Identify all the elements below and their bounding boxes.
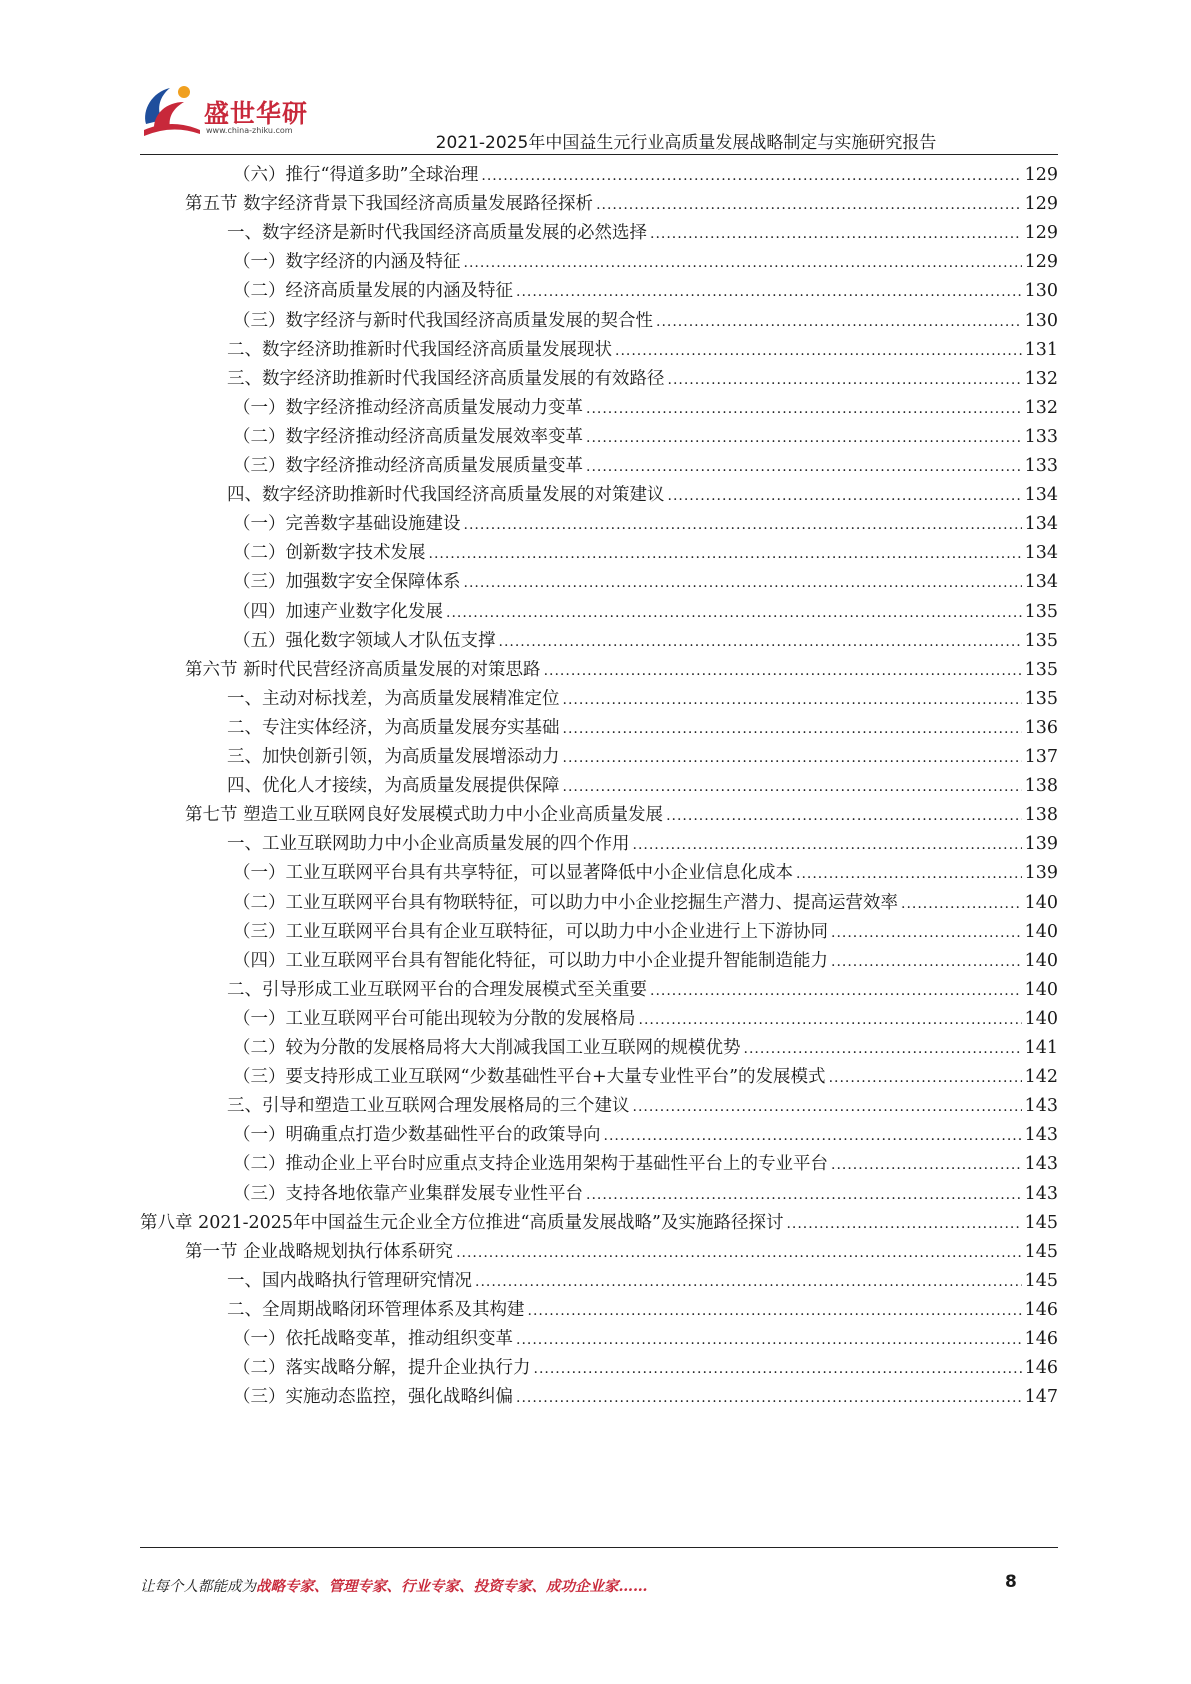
toc-leader-dots — [744, 1034, 1022, 1064]
toc-page-number: 129 — [1024, 194, 1058, 215]
footer-divider — [140, 1547, 1058, 1548]
toc-entry-title: （二）推动企业上平台时应重点支持企业选用架构于基础性平台上的专业平台 — [233, 1154, 828, 1175]
toc-leader-dots — [563, 714, 1022, 744]
toc-entry-title: （二）经济高质量发展的内涵及特征 — [233, 281, 513, 302]
toc-entry-title: 二、专注实体经济，为高质量发展夯实基础 — [227, 717, 560, 738]
toc-page-number: 147 — [1024, 1387, 1058, 1408]
toc-entry[interactable] — [233, 422, 1058, 452]
toc-entry-title: 第五节 数字经济背景下我国经济高质量发展路径探析 — [185, 194, 594, 215]
toc-leader-dots — [786, 1209, 1021, 1239]
slogan-highlight: 战略专家、管理专家、行业专家、投资专家、成功企业家…… — [256, 1578, 648, 1595]
toc-entry[interactable] — [227, 1295, 1058, 1325]
toc-page-number: 140 — [1024, 892, 1058, 913]
toc-entry[interactable] — [233, 1033, 1058, 1063]
toc-entry[interactable] — [233, 509, 1058, 539]
toc-entry-title: （一）工业互联网平台可能出现较为分散的发展格局 — [233, 1008, 636, 1029]
toc-entry[interactable] — [233, 276, 1058, 306]
toc-entry[interactable] — [233, 538, 1058, 568]
toc-entry[interactable] — [233, 597, 1058, 627]
toc-entry[interactable] — [227, 480, 1058, 510]
toc-entry[interactable] — [227, 713, 1058, 743]
toc-leader-dots — [563, 743, 1022, 773]
toc-page-number: 135 — [1024, 630, 1058, 651]
toc-page-number: 134 — [1024, 572, 1058, 593]
toc-entry[interactable] — [227, 975, 1058, 1005]
toc-entry[interactable] — [233, 626, 1058, 656]
toc-entry-title: （三）数字经济推动经济高质量发展质量变革 — [233, 456, 583, 476]
toc-page-number: 140 — [1024, 950, 1058, 971]
toc-leader-dots — [446, 598, 1022, 628]
footer-slogan — [140, 1575, 648, 1596]
toc-entry-title: （三）数字经济与新时代我国经济高质量发展的契合性 — [233, 310, 653, 331]
toc-entry[interactable] — [233, 888, 1058, 918]
toc-page-number: 137 — [1024, 747, 1058, 767]
toc-page-number: 143 — [1024, 1125, 1058, 1146]
toc-page-number: 133 — [1024, 426, 1058, 447]
toc-leader-dots — [464, 248, 1022, 278]
toc-entry-title: 一、主动对标找差，为高质量发展精准定位 — [227, 688, 560, 709]
toc-entry-title: 三、加快创新引领，为高质量发展增添动力 — [227, 747, 560, 767]
toc-page-number: 129 — [1024, 252, 1058, 273]
toc-page-number: 138 — [1024, 805, 1058, 826]
toc-leader-dots — [656, 307, 1022, 337]
toc-entry[interactable] — [233, 1382, 1058, 1412]
toc-leader-dots — [831, 947, 1022, 977]
toc-entry[interactable] — [233, 1062, 1058, 1092]
toc-page-number: 141 — [1024, 1038, 1058, 1058]
toc-entry-title: 第七节 塑造工业互联网良好发展模式助力中小企业高质量发展 — [185, 805, 664, 826]
toc-leader-dots — [563, 772, 1022, 802]
toc-entry[interactable] — [227, 829, 1058, 859]
toc-entry-title: （一）明确重点打造少数基础性平台的政策导向 — [233, 1125, 601, 1146]
toc-page-number: 140 — [1024, 1008, 1058, 1029]
toc-entry-title: （五）强化数字领域人才队伍支撑 — [233, 630, 496, 651]
toc-entry[interactable] — [233, 306, 1058, 336]
toc-entry[interactable] — [185, 1237, 1058, 1267]
toc-entry-title: （三）实施动态监控，强化战略纠偏 — [233, 1387, 513, 1408]
logo-mark-icon — [140, 80, 204, 142]
toc-page-number: 129 — [1024, 165, 1058, 185]
toc-entry[interactable] — [233, 1004, 1058, 1034]
page-header — [0, 0, 1191, 160]
toc-leader-dots — [464, 568, 1022, 598]
toc-entry-title: （一）数字经济推动经济高质量发展动力变革 — [233, 397, 583, 418]
toc-page-number: 143 — [1024, 1154, 1058, 1175]
toc-page-number: 129 — [1024, 223, 1058, 244]
toc-entry-title: 第六节 新时代民营经济高质量发展的对策思路 — [185, 659, 541, 680]
toc-entry[interactable] — [185, 189, 1058, 219]
toc-entry-title: （三）要支持形成工业互联网“少数基础性平台+大量专业性平台”的发展模式 — [233, 1067, 826, 1088]
toc-page-number: 146 — [1024, 1358, 1058, 1379]
toc-entry-title: （二）创新数字技术发展 — [233, 543, 426, 564]
toc-entry-title: （三）支持各地依靠产业集群发展专业性平台 — [233, 1183, 583, 1204]
brand-logo — [140, 80, 330, 150]
toc-entry[interactable] — [233, 858, 1058, 888]
toc-leader-dots — [586, 452, 1022, 482]
toc-entry[interactable] — [140, 1208, 1058, 1238]
toc-page-number: 143 — [1024, 1183, 1058, 1204]
toc-entry-title: 一、工业互联网助力中小企业高质量发展的四个作用 — [227, 834, 630, 855]
toc-leader-dots — [615, 336, 1022, 366]
toc-page-number: 140 — [1024, 979, 1058, 1000]
header-divider — [140, 154, 1058, 155]
toc-entry-title: 三、数字经济助推新时代我国经济高质量发展的有效路径 — [227, 368, 665, 389]
toc-entry-title: 四、数字经济助推新时代我国经济高质量发展的对策建议 — [227, 485, 665, 506]
toc-entry-title: （一）依托战略变革，推动组织变革 — [233, 1329, 513, 1349]
toc-leader-dots — [516, 1325, 1022, 1355]
toc-entry[interactable] — [233, 1149, 1058, 1179]
toc-page-number: 130 — [1024, 281, 1058, 302]
toc-leader-dots — [796, 859, 1022, 889]
toc-entry[interactable] — [233, 946, 1058, 976]
toc-entry[interactable] — [227, 1266, 1058, 1296]
toc-entry-title: 二、引导形成工业互联网平台的合理发展模式至关重要 — [227, 979, 647, 1000]
toc-entry[interactable] — [233, 917, 1058, 947]
toc-page-number: 133 — [1024, 456, 1058, 476]
toc-leader-dots — [668, 481, 1022, 511]
toc-entry[interactable] — [233, 247, 1058, 277]
toc-leader-dots — [481, 161, 1021, 191]
toc-leader-dots — [650, 219, 1022, 249]
toc-leader-dots — [901, 889, 1022, 919]
toc-leader-dots — [639, 1005, 1022, 1035]
toc-entry-title: （三）工业互联网平台具有企业互联特征，可以助力中小企业进行上下游协同 — [233, 921, 828, 942]
toc-page-number: 134 — [1024, 514, 1058, 535]
toc-entry-title: 三、引导和塑造工业互联网合理发展格局的三个建议 — [227, 1096, 630, 1117]
toc-leader-dots — [516, 1383, 1022, 1413]
toc-leader-dots — [586, 394, 1022, 424]
toc-page-number: 135 — [1024, 659, 1058, 680]
page-number: 8 — [1005, 1572, 1017, 1592]
toc-page-number: 139 — [1024, 863, 1058, 884]
toc-entry[interactable] — [233, 567, 1058, 597]
toc-entry-title: 二、全周期战略闭环管理体系及其构建 — [227, 1299, 525, 1320]
toc-entry-title: 第一节 企业战略规划执行体系研究 — [185, 1241, 454, 1262]
toc-entry[interactable] — [227, 684, 1058, 714]
toc-entry[interactable] — [227, 742, 1058, 772]
toc-entry[interactable] — [233, 393, 1058, 423]
document-title: 2021-2025年中国益生元行业高质量发展战略制定与实施研究报告 — [435, 133, 937, 153]
toc-leader-dots — [475, 1267, 1022, 1297]
toc-entry-title: 第八章 2021-2025年中国益生元企业全方位推进“高质量发展战略”及实施路径探讨 — [140, 1212, 784, 1233]
toc-page-number: 143 — [1024, 1096, 1058, 1117]
toc-leader-dots — [650, 976, 1022, 1006]
brand-name: 盛世华研 — [204, 99, 309, 128]
toc-leader-dots — [586, 423, 1022, 453]
toc-leader-dots — [429, 539, 1022, 569]
toc-leader-dots — [563, 685, 1022, 715]
toc-entry-title: （一）完善数字基础设施建设 — [233, 514, 461, 535]
toc-entry-title: （一）工业互联网平台具有共享特征，可以显著降低中小企业信息化成本 — [233, 863, 793, 884]
toc-leader-dots — [604, 1121, 1022, 1151]
toc-leader-dots — [633, 1092, 1022, 1122]
toc-leader-dots — [633, 830, 1022, 860]
toc-leader-dots — [586, 1180, 1022, 1210]
toc-page-number: 145 — [1024, 1212, 1058, 1233]
toc-entry[interactable] — [185, 655, 1058, 685]
toc-leader-dots — [456, 1238, 1022, 1268]
toc-leader-dots — [516, 277, 1022, 307]
toc-page-number: 142 — [1024, 1067, 1058, 1088]
toc-entry[interactable] — [233, 1353, 1058, 1383]
toc-page-number: 132 — [1024, 397, 1058, 418]
toc-page-number: 146 — [1024, 1299, 1058, 1320]
toc-entry-title: （四）工业互联网平台具有智能化特征，可以助力中小企业提升智能制造能力 — [233, 950, 828, 971]
toc-entry-title: （三）加强数字安全保障体系 — [233, 572, 461, 593]
toc-page-number: 134 — [1024, 485, 1058, 506]
toc-leader-dots — [534, 1354, 1022, 1384]
slogan-prefix: 让每个人都能成为 — [140, 1579, 256, 1595]
toc-page-number: 134 — [1024, 543, 1058, 564]
toc-page-number: 140 — [1024, 921, 1058, 942]
toc-page-number: 135 — [1024, 688, 1058, 709]
toc-entry[interactable] — [227, 771, 1058, 801]
toc-entry-title: （二）工业互联网平台具有物联特征，可以助力中小企业挖掘生产潜力、提高运营效率 — [233, 892, 898, 913]
toc-entry[interactable] — [233, 1179, 1058, 1209]
toc-page-number: 139 — [1024, 834, 1058, 855]
toc-leader-dots — [499, 627, 1022, 657]
brand-url: www.china-zhiku.com — [206, 126, 293, 135]
toc-page-number: 146 — [1024, 1329, 1058, 1349]
toc-entry-title: 四、优化人才接续，为高质量发展提供保障 — [227, 776, 560, 797]
toc-page-number: 145 — [1024, 1241, 1058, 1262]
toc-entry[interactable] — [227, 218, 1058, 248]
toc-page-number: 136 — [1024, 717, 1058, 738]
toc-entry-title: 一、国内战略执行管理研究情况 — [227, 1270, 472, 1291]
toc-leader-dots — [464, 510, 1022, 540]
toc-entry[interactable] — [185, 800, 1058, 830]
toc-entry[interactable] — [233, 160, 1058, 190]
toc-page-number: 130 — [1024, 310, 1058, 331]
toc-entry[interactable] — [233, 1120, 1058, 1150]
toc-entry-title: 一、数字经济是新时代我国经济高质量发展的必然选择 — [227, 223, 647, 244]
toc-page-number: 145 — [1024, 1270, 1058, 1291]
toc-entry-title: （二）数字经济推动经济高质量发展效率变革 — [233, 426, 583, 447]
toc-leader-dots — [831, 918, 1022, 948]
toc-entry-title: （二）较为分散的发展格局将大大削减我国工业互联网的规模优势 — [233, 1038, 741, 1058]
toc-entry-title: 二、数字经济助推新时代我国经济高质量发展现状 — [227, 339, 612, 360]
toc-entry-title: （六）推行“得道多助”全球治理 — [233, 165, 479, 185]
toc-entry[interactable] — [227, 364, 1058, 394]
toc-leader-dots — [668, 365, 1022, 395]
toc-entry[interactable] — [233, 1324, 1058, 1354]
toc-page-number: 135 — [1024, 601, 1058, 622]
toc-leader-dots — [544, 656, 1022, 686]
toc-entry-title: （一）数字经济的内涵及特征 — [233, 252, 461, 273]
toc-entry[interactable] — [227, 335, 1058, 365]
toc-entry[interactable] — [227, 1091, 1058, 1121]
toc-page-number: 138 — [1024, 776, 1058, 797]
toc-entry-title: （四）加速产业数字化发展 — [233, 601, 443, 622]
toc-entry[interactable] — [233, 451, 1058, 481]
toc-page-number: 131 — [1024, 339, 1058, 360]
toc-leader-dots — [829, 1063, 1022, 1093]
toc-page-number: 132 — [1024, 368, 1058, 389]
toc-leader-dots — [831, 1150, 1022, 1180]
toc-leader-dots — [666, 801, 1022, 831]
toc-leader-dots — [596, 190, 1022, 220]
toc-entry-title: （二）落实战略分解，提升企业执行力 — [233, 1358, 531, 1379]
toc-leader-dots — [528, 1296, 1022, 1326]
